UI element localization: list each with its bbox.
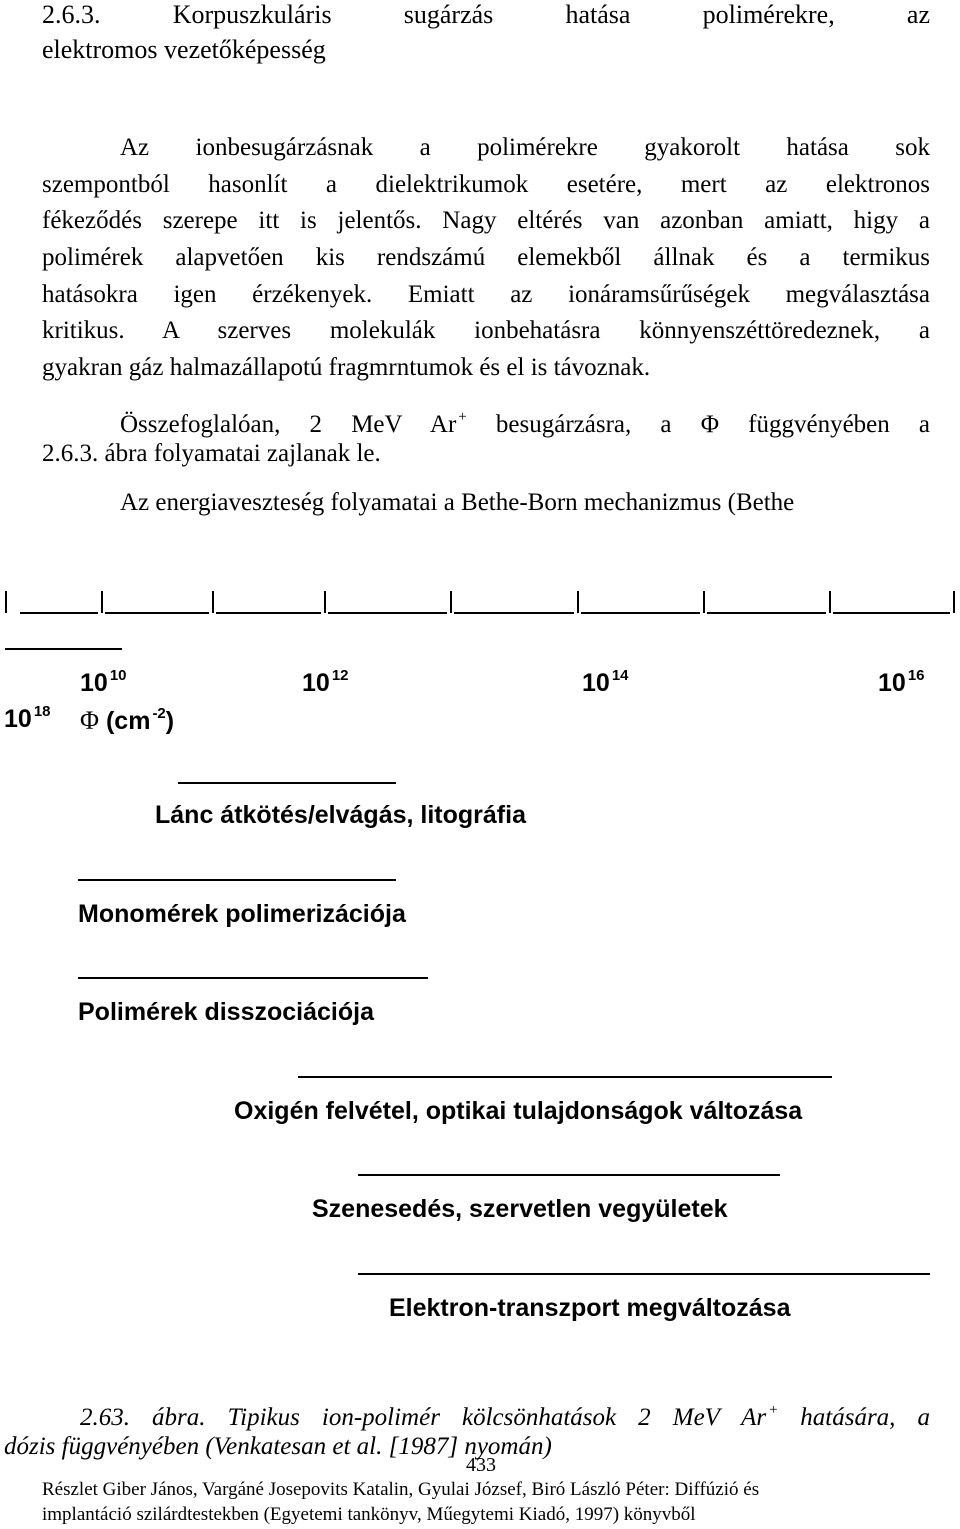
axis-tick-label: 10 $^{10}$ (80, 667, 127, 697)
process-range-bar (178, 782, 396, 784)
axis-segment (454, 612, 574, 614)
figure-caption-line2: dózis függvényében (Venkatesan et al. [1987] nyomán) (4, 1433, 552, 1460)
paragraph-1-line: szempontból hasonlít a dielektrikumok esetére, mert az elektronos (42, 171, 930, 198)
axis-segment (5, 648, 122, 650)
axis-tick-mark (829, 591, 831, 613)
section-title-line1: Korpuszkuláris sugárzás hatása polimérekre, az (172, 0, 930, 29)
axis-tick-mark (5, 591, 7, 613)
axis-tick-label: 10 $^{18}$ (4, 703, 51, 733)
section-heading (42, 0, 930, 33)
section-number: 2.6.3. (42, 0, 101, 29)
axis-segment (328, 612, 447, 614)
paragraph-1-line: fékeződés szerepe itt is jelentős. Nagy eltérés van azonban amiatt, higy a (42, 207, 930, 234)
process-label: Oxigén felvétel, optikai tulajdonságok változása (234, 1097, 803, 1125)
p2-text-c: függvényében a (748, 411, 931, 438)
paragraph-3-line1: Az energiaveszteség folyamatai a Bethe-Born mechanizmus (Bethe (120, 489, 795, 516)
phi-symbol: Φ (80, 706, 100, 735)
footer-line2: implantáció szilárdtestekben (Egyetemi tankönyv, Műegytemi Kiadó, 1997) könyvből (42, 1504, 696, 1525)
axis-tick-label: 10 $^{16}$ (878, 667, 925, 697)
process-range-bar (298, 1076, 832, 1078)
paragraph-1-line: Az ionbesugárzásnak a polimérekre gyakorolt hatása sok (120, 134, 930, 161)
axis-unit-label: Φ (cm $^{-2}$) (80, 705, 175, 735)
axis-tick-mark (577, 591, 579, 613)
footer-line1: Részlet Giber János, Vargáné Josepovits Katalin, Gyulai József, Biró László Péter: Diffúzió és (42, 1479, 760, 1500)
axis-segment (707, 612, 826, 614)
axis-tick-label: 10 $^{12}$ (302, 667, 349, 697)
axis-segment (105, 612, 209, 614)
process-label: Monomérek polimerizációja (78, 900, 406, 928)
axis-tick-mark (450, 591, 452, 613)
process-label: Szenesedés, szervetlen vegyületek (312, 1195, 728, 1223)
process-range-bar (358, 1174, 780, 1176)
process-label: Polimérek disszociációja (78, 998, 374, 1026)
section-title-line2: elektromos vezetőképesség (42, 35, 326, 64)
paragraph-1-line: gyakran gáz halmazállapotú fragmrntumok és el is távoznak. (42, 354, 651, 381)
caption-text-b: hatására, a (800, 1404, 930, 1431)
process-range-bar (78, 879, 396, 881)
axis-tick-mark (703, 591, 705, 613)
paragraph-1-line: kritikus. A szerves molekulák ionbehatásra könnyenszéttöredeznek, a (42, 317, 930, 344)
process-range-bar (78, 977, 428, 979)
caption-text-a: 2.63. ábra. Tipikus ion-polimér kölcsönhatások 2 MeV Ar + (80, 1402, 779, 1431)
p2-text-a: Összefoglalóan, 2 MeV Ar + (120, 409, 467, 438)
axis-tick-mark (953, 591, 955, 613)
phi-symbol: Φ (700, 411, 719, 438)
axis-segment (20, 612, 98, 614)
paragraph-1-line: polimérek alapvetően kis rendszámú elemekből állnak és a termikus (42, 244, 930, 271)
axis-tick-mark (212, 591, 214, 613)
page-number: 433 (466, 1454, 496, 1476)
process-range-bar (358, 1273, 930, 1275)
paragraph-2-line2: 2.6.3. ábra folyamatai zajlanak le. (42, 440, 381, 467)
process-label: Elektron-transzport megváltozása (389, 1294, 791, 1322)
p2-text-b: besugárzásra, a (495, 411, 672, 438)
paragraph-1-line: hatásokra igen érzékenyek. Emiatt az ionáramsűrűségek megválasztása (42, 281, 930, 308)
axis-segment (833, 612, 950, 614)
axis-segment (581, 612, 700, 614)
axis-tick-label: 10 $^{14}$ (582, 667, 629, 697)
axis-tick-mark (324, 591, 326, 613)
process-label: Lánc átkötés/elvágás, litográfia (155, 801, 526, 829)
axis-segment (216, 612, 321, 614)
axis-tick-mark (101, 591, 103, 613)
